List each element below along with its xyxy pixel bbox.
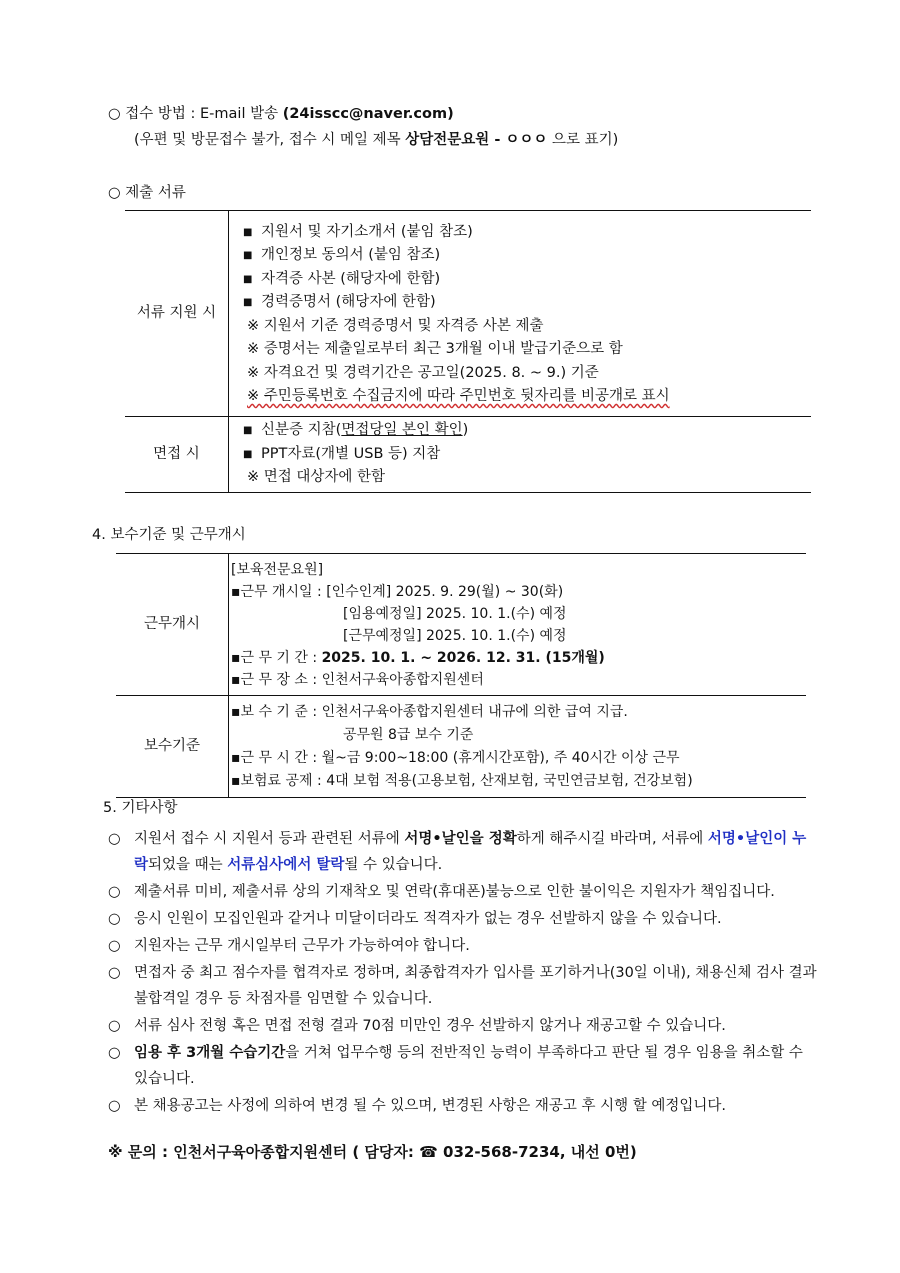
document-items: ■ 지원서 및 자기소개서 (붙임 참조) ■ 개인정보 동의서 (붙임 참조) ■ 자격증 사본 (해당자에 한함) ■ 경력증명서 (해당자에 한함) ※ 지원서 기준 경력증명서 및 자격증 사본 제출 ※ 증명서는 제출일로부터 최근 3개월 이내 발급기준으로 함 ※ 자격요건 및 경력기간은 공고일(2025. 8. ~ 9.) 기준 ※ 주민등록번호 수집금지에 따라 주민번호 뒷자리를 비공개로 표시 bbox=[229, 211, 812, 417]
privacy-note: ※ 주민등록번호 수집금지에 따라 주민번호 뒷자리를 비공개로 표시 bbox=[247, 388, 670, 404]
list-item: ○ 지원서 접수 시 지원서 등과 관련된 서류에 서명•날인을 정확하게 해주시길 바라며, 서류에 서명•날인이 누락되었을 때는 서류심사에서 탈락될 수 있습니다. bbox=[108, 831, 807, 873]
row-label-interview: 면접 시 bbox=[125, 417, 229, 493]
start-details: [보육전문요원] ▪근무 개시일 : [인수인계] 2025. 9. 29(월) ~ 30(화) [임용예정일] 2025. 10. 1.(수) 예정 [근무예정일] 2025. 10. 1.(수) 예정 ▪근 무 기 간 : 2025. 10. 1. ~ 2026. 12. 31. (15개월) ▪근 무 장 소 : 인천서구육아종합지원센터 bbox=[229, 554, 807, 696]
submission-note: (우편 및 방문접수 불가, 접수 시 메일 제목 상담전문요원 - ㅇㅇㅇ 으로 표기) bbox=[134, 132, 619, 148]
circle-bullet: ○ bbox=[108, 106, 121, 122]
list-item: ○ 지원자는 근무 개시일부터 근무가 가능하여야 합니다. bbox=[108, 938, 470, 954]
list-item: ○ 응시 인원이 모집인원과 같거나 미달이더라도 적격자가 없는 경우 선발하지 않을 수 있습니다. bbox=[108, 911, 722, 927]
section4-heading: 4. 보수기준 및 근무개시 bbox=[92, 527, 246, 543]
documents-heading: ○ 제출 서류 bbox=[108, 185, 186, 201]
phone-icon: ☎ bbox=[419, 1143, 438, 1161]
pay-details: ▪보 수 기 준 : 인천서구육아종합지원센터 내규에 의한 급여 지급. 공무원 8급 보수 기준 ▪근 무 시 간 : 월~금 9:00~18:00 (휴게시간포함), 주 40시간 이상 근무 ▪보험료 공제 : 4대 보험 적용(고용보험, 산재보험, 국민연금보험, 건강보험) bbox=[231, 703, 693, 789]
section5-heading: 5. 기타사항 bbox=[103, 800, 178, 816]
list-item: ○ 면접자 중 최고 점수자를 협격자로 정하며, 최종합격자가 입사를 포기하거나(30일 이내), 채용신체 검사 결과 불합격일 경우 등 차점자를 임면할 수 있습니다. bbox=[108, 965, 817, 1007]
list-item: ○ 임용 후 3개월 수습기간을 거쳐 업무수행 등의 전반적인 능력이 부족하다고 판단 될 경우 임용을 취소할 수 있습니다. bbox=[108, 1045, 803, 1087]
list-item: ○ 제출서류 미비, 제출서류 상의 기재착오 및 연락(휴대폰)불능으로 인한 불이익은 지원자가 책임집니다. bbox=[108, 884, 775, 900]
row-label-document: 서류 지원 시 bbox=[125, 211, 229, 417]
submission-method bbox=[108, 104, 454, 125]
list-item: ○ 서류 심사 전형 혹은 면접 전형 결과 70점 미만인 경우 선발하지 않거나 재공고할 수 있습니다. bbox=[108, 1018, 726, 1034]
documents-table bbox=[125, 210, 811, 493]
email-address: (24isscc@naver.com) bbox=[282, 106, 454, 122]
pay-table bbox=[116, 553, 806, 798]
row-label-start: 근무개시 bbox=[116, 554, 229, 696]
list-item: ○ 본 채용공고는 사정에 의하여 변경 될 수 있으며, 변경된 사항은 재공고 후 시행 할 예정입니다. bbox=[108, 1098, 727, 1114]
interview-items: ■ 신분증 지참(면접당일 본인 확인) ■ PPT자료(개별 USB 등) 지참 ※ 면접 대상자에 한함 bbox=[229, 417, 812, 493]
contact-line: ※ 문의 : 인천서구육아종합지원센터 ( 담당자: ☎ 032-568-7234, 내선 0번) bbox=[108, 1143, 637, 1161]
section5-list bbox=[108, 826, 818, 1120]
row-label-pay: 보수기준 bbox=[116, 696, 229, 798]
method-label: 접수 방법 : E-mail 발송 bbox=[125, 106, 279, 122]
